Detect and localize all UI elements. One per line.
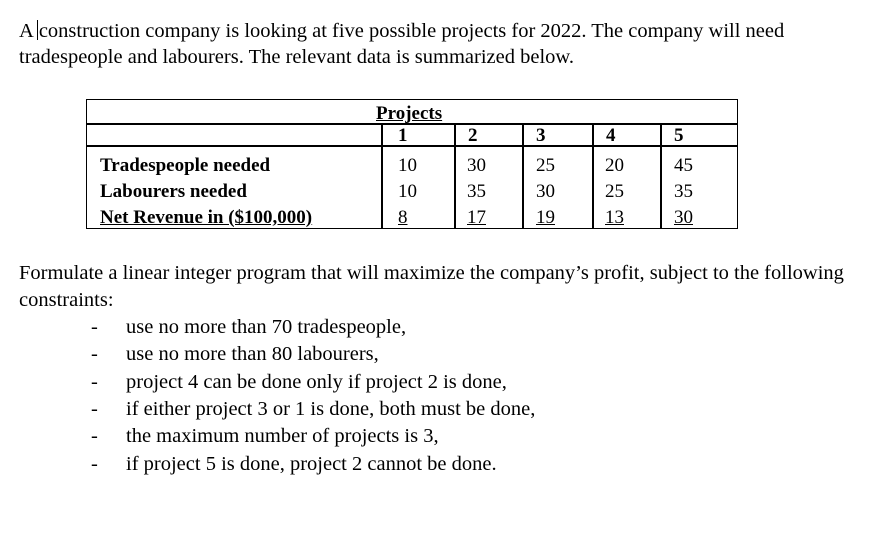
- formulate-paragraph: Formulate a linear integer program that will maximize the company’s profit, subject to the following constraints:: [19, 262, 844, 311]
- table-cell: 35: [467, 181, 486, 202]
- intro-first-word: A: [19, 20, 34, 42]
- list-item: [0, 396, 896, 423]
- table-cell: 25: [536, 155, 555, 176]
- constraint-text: use no more than 70 tradespeople,: [126, 316, 407, 338]
- table-cell: 10: [398, 155, 417, 176]
- row-label-net-revenue: Net Revenue in ($100,000): [100, 207, 313, 228]
- bullet-dash: -: [91, 371, 98, 393]
- intro-paragraph: [19, 18, 879, 70]
- table-cell: 45: [674, 155, 693, 176]
- constraint-text: if either project 3 or 1 is done, both must be done,: [126, 398, 536, 420]
- bullet-dash: -: [91, 316, 98, 338]
- intro-text: construction company is looking at five possible projects for 2022. The company will need tradespeople and labourers. The relevant data is summarized below.: [19, 20, 785, 68]
- table-cell: 30: [536, 181, 555, 202]
- list-item: [0, 369, 896, 396]
- list-item: [0, 423, 896, 450]
- list-item: [0, 451, 896, 478]
- table-cell: 17: [467, 207, 486, 228]
- table-cell: 35: [674, 181, 693, 202]
- project-number-2: 2: [468, 125, 478, 146]
- table-col-divider-2: [522, 123, 524, 228]
- table-rule-numbers: [87, 145, 737, 147]
- project-number-4: 4: [606, 125, 616, 146]
- constraint-text: if project 5 is done, project 2 cannot be done.: [126, 453, 497, 475]
- list-item: [0, 341, 896, 368]
- bullet-dash: -: [91, 343, 98, 365]
- text-cursor: [37, 20, 38, 40]
- row-label-tradespeople: Tradespeople needed: [100, 155, 271, 176]
- constraint-text: project 4 can be done only if project 2 is done,: [126, 371, 507, 393]
- projects-heading: Projects: [376, 103, 443, 124]
- list-item: [0, 314, 896, 341]
- table-cell: 20: [605, 155, 624, 176]
- table-col-divider-3: [592, 123, 594, 228]
- bullet-dash: -: [91, 425, 98, 447]
- row-label-labourers: Labourers needed: [100, 181, 247, 202]
- project-number-3: 3: [536, 125, 546, 146]
- constraint-text: the maximum number of projects is 3,: [126, 425, 439, 447]
- table-cell: 13: [605, 207, 624, 228]
- table-cell: 25: [605, 181, 624, 202]
- table-cell: 10: [398, 181, 417, 202]
- bullet-dash: -: [91, 453, 98, 475]
- table-cell: 8: [398, 207, 408, 228]
- bullet-dash: -: [91, 398, 98, 420]
- project-data-table: [86, 99, 738, 229]
- constraint-text: use no more than 80 labourers,: [126, 343, 379, 365]
- table-col-divider-4: [660, 123, 662, 228]
- project-number-5: 5: [674, 125, 684, 146]
- table-col-divider-1: [454, 123, 456, 228]
- table-col-divider-label: [381, 123, 383, 228]
- table-cell: 30: [467, 155, 486, 176]
- table-cell: 30: [674, 207, 693, 228]
- project-number-1: 1: [398, 125, 408, 146]
- table-cell: 19: [536, 207, 555, 228]
